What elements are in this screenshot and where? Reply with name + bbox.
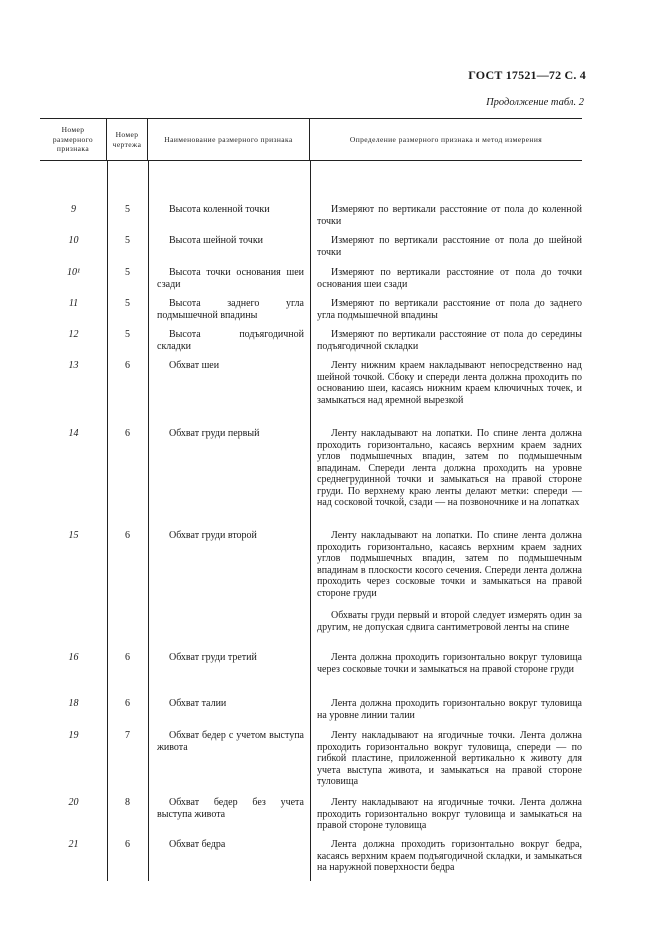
measurement-table — [40, 118, 582, 881]
row-name: Высота коленной точки — [169, 204, 270, 215]
row-definition: Лента должна проходить горизонтально вокруг туловища на уровне линии талии — [317, 698, 582, 721]
column-header-figure: Номер чертежа — [107, 119, 148, 160]
row-figure: 6 — [125, 428, 130, 439]
row-number: 18 — [68, 698, 79, 709]
row-definition: Измеряют по вертикали расстояние от пола до точки основания шеи сзади — [317, 267, 582, 290]
row-figure: 6 — [125, 360, 130, 371]
row-number — [40, 610, 107, 633]
row-number: 10¹ — [67, 267, 80, 278]
table-row — [40, 610, 582, 633]
row-figure: 5 — [125, 298, 130, 309]
row-definition: Ленту накладывают на лопатки. По спине лента должна проходить горизонтально, касаясь верхним краем задних углов подмышечных впадин, затем по подмышечным впадинам в плоскости косого сечения. Спереди лента должна проходить через сосковые точки и замыкаться на правой стороне груди — [317, 530, 582, 599]
row-definition: Измеряют по вертикали расстояние от пола до коленной точки — [317, 204, 582, 227]
row-figure: 8 — [125, 797, 130, 808]
row-name: Обхват груди третий — [169, 652, 257, 663]
table-body — [40, 161, 582, 881]
row-figure: 7 — [125, 730, 130, 741]
row-figure: 5 — [125, 329, 130, 340]
row-name: Обхват талии — [169, 698, 227, 709]
table-row — [40, 298, 582, 321]
row-figure — [107, 610, 148, 633]
table-row — [40, 329, 582, 352]
row-name: Обхват бедер с учетом выступа живота — [157, 730, 304, 753]
row-number: 13 — [68, 360, 79, 371]
row-number: 20 — [68, 797, 79, 808]
table-row — [40, 652, 582, 675]
table-row — [40, 204, 582, 227]
row-name: Высота заднего угла подмышечной впадины — [157, 298, 304, 321]
row-number: 21 — [68, 839, 79, 850]
table-row — [40, 360, 582, 406]
column-header-definition: Определение размерного признака и метод измерения — [349, 134, 543, 144]
table-row — [40, 730, 582, 788]
row-definition: Лента должна проходить горизонтально вокруг туловища через сосковые точки и замыкаться на правой стороне груди — [317, 652, 582, 675]
table-row — [40, 428, 582, 509]
row-definition: Ленту накладывают на ягодичные точки. Лента должна проходить горизонтально вокруг туловища, спереди — по гибкой пластине, приложенной вертикально к животу для учета выступа живота, и замыкаться на правой стороне туловища — [317, 730, 582, 787]
row-definition: Обхваты груди первый и второй следует измерять один за другим, не допуская сдвига сантиметровой ленты на спине — [317, 610, 582, 633]
table-row — [40, 530, 582, 599]
row-name: Обхват бедер без учета выступа живота — [157, 797, 304, 820]
page-header-title: ГОСТ 17521—72 С. 4 — [468, 68, 586, 82]
row-name — [148, 610, 310, 633]
row-figure: 6 — [125, 530, 130, 541]
row-definition: Лента должна проходить горизонтально вокруг бедра, касаясь верхним краем подъягодичной складки, и замыкаться на наружной поверхности бедра — [317, 839, 582, 873]
row-figure: 5 — [125, 235, 130, 246]
table-row — [40, 267, 582, 290]
row-number: 12 — [68, 329, 79, 340]
row-definition: Ленту нижним краем накладывают непосредственно над шейной точкой. Сбоку и спереди лента должна проходить по основанию шеи, касаясь нижним краем ключичных точек, и замыкаться над яремной вырезкой — [317, 360, 582, 406]
row-figure: 6 — [125, 839, 130, 850]
row-number: 14 — [68, 428, 79, 439]
row-name: Высота подъягодичной складки — [157, 329, 304, 352]
row-definition: Ленту накладывают на ягодичные точки. Лента должна проходить горизонтально вокруг туловища и замыкаться на правой стороне туловища — [317, 797, 582, 831]
row-name: Высота шейной точки — [169, 235, 264, 246]
row-name: Обхват груди первый — [169, 428, 260, 439]
table-row — [40, 839, 582, 874]
row-number: 10 — [68, 235, 79, 246]
row-figure: 6 — [125, 652, 130, 663]
table-header-row — [40, 118, 582, 161]
column-header-name: Наименование размерного признака — [148, 119, 310, 160]
row-definition: Измеряют по вертикали расстояние от пола до заднего угла подмышечной впадины — [317, 298, 582, 321]
column-header-number: Номер размерного признака — [40, 119, 107, 160]
row-number: 11 — [68, 298, 79, 309]
row-name: Высота точки основания шеи сзади — [157, 267, 304, 290]
row-figure: 5 — [125, 204, 130, 215]
row-definition: Измеряют по вертикали расстояние от пола до шейной точки — [317, 235, 582, 258]
row-number: 19 — [68, 730, 79, 741]
table-row — [40, 698, 582, 721]
row-figure: 5 — [125, 267, 130, 278]
row-definition: Измеряют по вертикали расстояние от пола до середины подъягодичной складки — [317, 329, 582, 352]
row-figure: 6 — [125, 698, 130, 709]
row-name: Обхват груди второй — [169, 530, 257, 541]
row-name: Обхват бедра — [169, 839, 226, 850]
row-number: 16 — [68, 652, 79, 663]
row-definition: Ленту накладывают на лопатки. По спине лента должна проходить горизонтально, касаясь верхним краем задних углов подмышечных впадин, затем по подмышечным впадинам. Спереди лента должна проходить на уровне среднегрудинной точки и замыкаться на правой стороне груди. По верхнему краю ленты делают метки: спереди — над сосковой точкой, сзади — на позвоночнике и на лопатках — [317, 428, 582, 508]
row-name: Обхват шеи — [169, 360, 220, 371]
row-number: 15 — [68, 530, 79, 541]
table-row — [40, 797, 582, 832]
row-number: 9 — [71, 204, 76, 215]
table-row — [40, 235, 582, 258]
table-continuation-label: Продолжение табл. 2 — [486, 97, 584, 108]
